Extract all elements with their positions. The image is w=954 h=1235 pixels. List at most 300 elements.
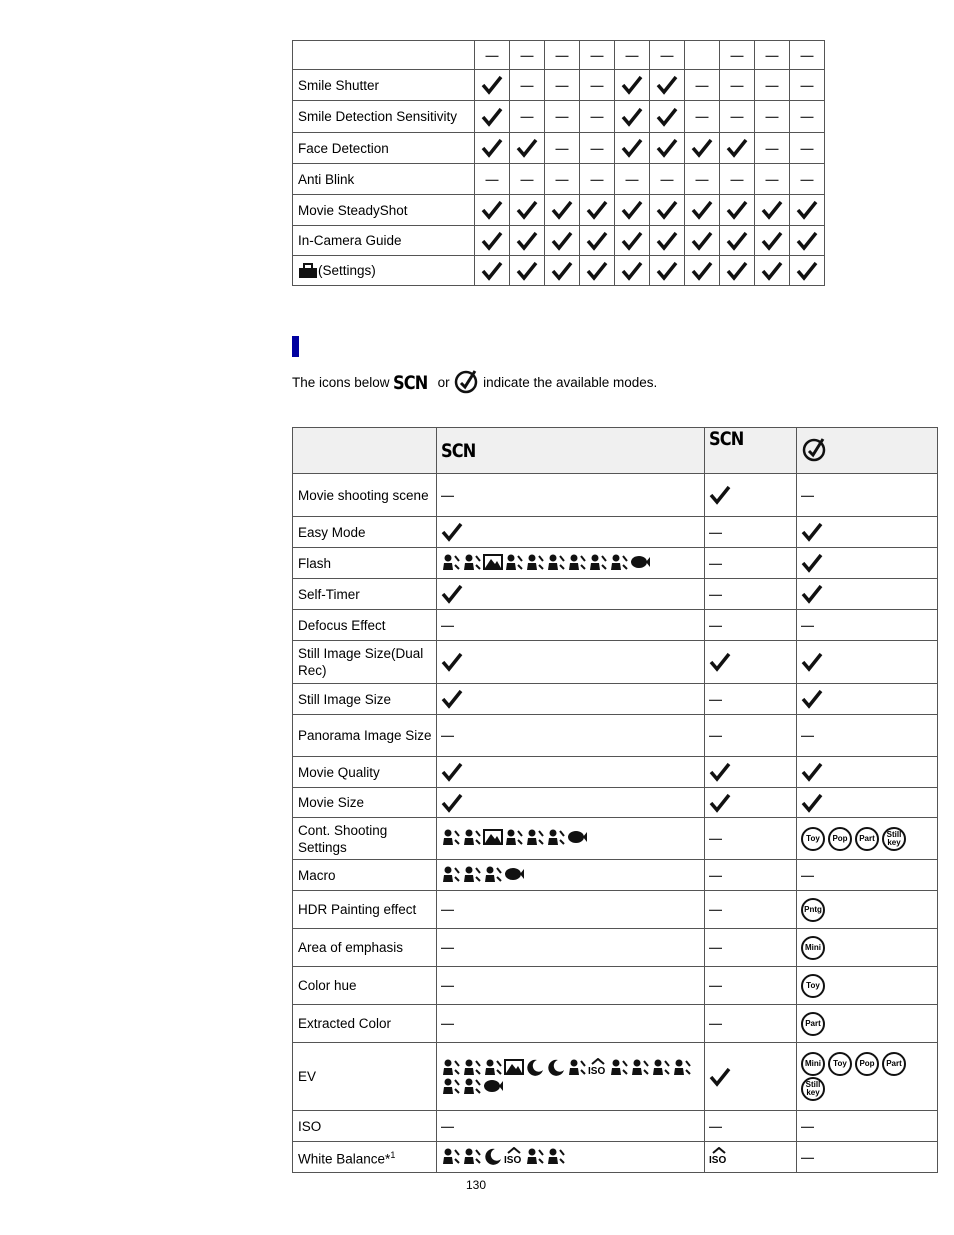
dash-icon: — <box>765 140 779 156</box>
backlight-portrait-icon <box>441 553 461 571</box>
availability-cell <box>705 610 797 641</box>
dash-icon: — <box>765 171 779 187</box>
availability-cell <box>650 164 685 195</box>
check-icon <box>796 261 818 281</box>
dash-icon: — <box>709 524 722 540</box>
dash-icon: — <box>590 171 604 187</box>
availability-cell <box>705 1005 797 1043</box>
dash-icon: — <box>555 47 569 63</box>
pet-icon <box>630 1058 650 1076</box>
row-label <box>293 1111 437 1142</box>
row-label-text: Self-Timer <box>298 586 360 602</box>
backlight-portrait-icon <box>441 1058 461 1076</box>
availability-cell <box>510 70 545 101</box>
pet-icon <box>483 865 503 883</box>
availability-cell <box>720 101 755 133</box>
dash-icon: — <box>660 47 674 63</box>
check-icon <box>796 231 818 251</box>
dash-icon: — <box>441 487 454 503</box>
header-scn <box>705 428 797 474</box>
check-icon <box>761 261 783 281</box>
availability-cell <box>755 133 790 164</box>
svg-text:ISO: ISO <box>504 1154 522 1165</box>
check-icon <box>691 261 713 281</box>
check-icon <box>621 231 643 251</box>
availability-cell <box>615 70 650 101</box>
dash-icon: — <box>709 902 722 917</box>
availability-cell <box>755 256 790 286</box>
scn-icon: SCN <box>393 371 428 394</box>
dash-icon: — <box>709 555 722 571</box>
availability-cell <box>437 641 705 684</box>
check-icon <box>621 200 643 220</box>
high-sensitivity-icon <box>504 1147 524 1165</box>
row-label-text: Smile Detection Sensitivity <box>298 109 458 124</box>
availability-cell <box>685 101 720 133</box>
check-icon <box>709 485 731 505</box>
check-icon <box>481 200 503 220</box>
table-row <box>293 1043 938 1111</box>
dash-icon: — <box>709 831 722 846</box>
dash-icon: — <box>801 1149 814 1165</box>
dash-icon: — <box>800 47 814 63</box>
pet-icon <box>546 1147 566 1165</box>
table-row <box>293 256 825 286</box>
picture-effect-part-icon: Part <box>855 827 879 851</box>
availability-cell <box>510 133 545 164</box>
check-icon <box>551 261 573 281</box>
picture-effect-icon <box>453 368 479 397</box>
gourmet-icon <box>462 865 482 883</box>
check-icon <box>801 689 823 709</box>
check-icon <box>441 522 463 542</box>
availability-cell <box>437 579 705 610</box>
intro-after: indicate the available modes. <box>483 375 658 390</box>
dash-icon: — <box>625 171 639 187</box>
availability-cell <box>510 195 545 226</box>
toolbox-icon <box>298 263 318 279</box>
dash-icon: — <box>801 617 814 633</box>
availability-cell <box>650 41 685 70</box>
availability-cell <box>705 715 797 757</box>
availability-cell <box>705 1142 797 1173</box>
availability-cell <box>705 548 797 579</box>
availability-cell <box>580 101 615 133</box>
availability-cell <box>475 101 510 133</box>
availability-cell <box>797 967 938 1005</box>
scene-icons <box>709 1147 729 1165</box>
availability-cell <box>790 226 825 256</box>
table-row <box>293 641 938 684</box>
row-label-text: HDR Painting effect <box>298 902 417 917</box>
header-picture-effect <box>797 428 938 474</box>
fireworks-icon <box>441 1077 461 1095</box>
picture-effect-still-key-icon: Still key <box>801 1077 825 1101</box>
gourmet-icon <box>525 1147 545 1165</box>
availability-cell <box>437 610 705 641</box>
check-icon <box>481 261 503 281</box>
night-scene-icon <box>483 1147 503 1165</box>
picture-effect-icon <box>801 436 827 462</box>
page-number: 130 <box>466 1178 487 1192</box>
availability-cell <box>797 1043 938 1111</box>
availability-cell <box>705 517 797 548</box>
landscape-icon <box>483 553 503 571</box>
availability-cell <box>437 757 705 788</box>
availability-cell <box>650 195 685 226</box>
availability-cell <box>685 70 720 101</box>
availability-cell <box>797 891 938 929</box>
availability-cell <box>797 684 938 715</box>
availability-cell <box>510 101 545 133</box>
row-label-text: Movie Size <box>298 795 365 810</box>
check-icon <box>709 762 731 782</box>
availability-cell <box>790 70 825 101</box>
scn-icon: SCN <box>709 428 744 450</box>
dash-icon: — <box>590 47 604 63</box>
availability-cell <box>705 788 797 818</box>
availability-cell <box>615 164 650 195</box>
dash-icon: — <box>800 171 814 187</box>
check-icon <box>691 138 713 158</box>
scene-icons <box>441 828 587 846</box>
dash-icon: — <box>441 1016 454 1031</box>
availability-cell <box>650 70 685 101</box>
check-icon <box>441 584 463 604</box>
availability-cell <box>650 133 685 164</box>
availability-cell <box>797 1111 938 1142</box>
high-sensitivity-icon <box>588 1058 608 1076</box>
dash-icon: — <box>709 978 722 993</box>
dash-icon: — <box>590 77 604 93</box>
availability-cell <box>437 1043 705 1111</box>
check-icon <box>656 231 678 251</box>
row-label-text: Area of emphasis <box>298 940 404 955</box>
dash-icon: — <box>800 109 814 124</box>
availability-cell <box>580 195 615 226</box>
scene-icons <box>441 865 524 883</box>
availability-cell <box>437 1142 705 1173</box>
availability-cell <box>437 548 705 579</box>
availability-cell <box>437 860 705 891</box>
availability-cell <box>615 226 650 256</box>
check-icon <box>621 261 643 281</box>
dash-icon: — <box>441 978 454 993</box>
check-icon <box>516 231 538 251</box>
underwater-icon <box>483 1077 503 1095</box>
scene-icons <box>441 1058 700 1095</box>
soft-snap-icon <box>462 828 482 846</box>
check-icon <box>801 652 823 672</box>
availability-cell <box>705 757 797 788</box>
availability-cell <box>580 226 615 256</box>
row-label-text: Anti Blink <box>298 171 355 187</box>
scene-icons <box>441 1147 566 1165</box>
availability-cell <box>580 70 615 101</box>
check-icon <box>656 261 678 281</box>
dash-icon: — <box>695 171 709 187</box>
availability-cell <box>797 641 938 684</box>
availability-cell <box>790 101 825 133</box>
availability-cell <box>797 517 938 548</box>
dash-icon: — <box>709 617 722 633</box>
dash-icon: — <box>555 109 569 124</box>
availability-table-2 <box>292 427 938 1173</box>
picture-effect-icons <box>801 1012 827 1036</box>
table-row <box>293 226 825 256</box>
dash-icon: — <box>709 867 722 883</box>
row-label-text: White Balance* <box>298 1151 391 1167</box>
availability-cell <box>545 70 580 101</box>
availability-cell <box>475 226 510 256</box>
availability-cell <box>475 41 510 70</box>
snow-icon <box>525 828 545 846</box>
availability-cell <box>790 256 825 286</box>
availability-cell <box>545 226 580 256</box>
table-row <box>293 788 938 818</box>
availability-cell <box>720 70 755 101</box>
dash-icon: — <box>441 728 454 743</box>
availability-cell <box>705 929 797 967</box>
row-label <box>293 70 475 101</box>
picture-effect-icons <box>801 1052 933 1101</box>
dash-icon: — <box>520 47 534 63</box>
picture-effect-toy-icon: Toy <box>828 1052 852 1076</box>
table-row <box>293 195 825 226</box>
check-icon <box>481 107 503 127</box>
table-row <box>293 715 938 757</box>
check-icon <box>656 75 678 95</box>
dash-icon: — <box>660 171 674 187</box>
row-label-text: Still Image Size <box>298 691 392 707</box>
dash-icon: — <box>801 867 814 883</box>
row-label-text: EV <box>298 1069 317 1084</box>
check-icon <box>621 138 643 158</box>
soft-snap-icon <box>462 553 482 571</box>
availability-cell <box>705 474 797 517</box>
availability-cell <box>580 41 615 70</box>
availability-cell <box>475 164 510 195</box>
check-icon <box>516 200 538 220</box>
table-row <box>293 684 938 715</box>
row-label-text: ISO <box>298 1118 322 1134</box>
dash-icon: — <box>709 1118 722 1134</box>
availability-cell <box>545 101 580 133</box>
dash-icon: — <box>709 586 722 602</box>
hand-held-twilight-icon <box>441 865 461 883</box>
check-icon <box>709 1067 731 1087</box>
availability-cell <box>615 133 650 164</box>
table-row <box>293 1005 938 1043</box>
availability-cell <box>580 256 615 286</box>
picture-effect-pop-icon: Pop <box>855 1052 879 1076</box>
row-label <box>293 929 437 967</box>
header-empty <box>293 428 437 474</box>
sports-icon <box>462 1077 482 1095</box>
backlight-portrait-icon <box>441 828 461 846</box>
high-sensitivity-icon <box>709 1147 729 1165</box>
row-label-text: Color hue <box>298 978 357 993</box>
availability-cell <box>437 1111 705 1142</box>
check-icon <box>516 261 538 281</box>
dash-icon: — <box>730 77 744 93</box>
picture-effect-pop-icon: Pop <box>828 827 852 851</box>
dash-icon: — <box>709 691 722 707</box>
picture-effect-toy-icon: Toy <box>801 974 825 998</box>
table-row <box>293 929 938 967</box>
availability-cell <box>580 133 615 164</box>
section-accent-bar <box>292 336 299 357</box>
row-label <box>293 474 437 517</box>
check-icon <box>481 138 503 158</box>
availability-cell <box>720 133 755 164</box>
dash-icon: — <box>485 47 499 63</box>
row-label <box>293 818 437 860</box>
anti-motion-blur-icon <box>441 1147 461 1165</box>
check-icon <box>516 138 538 158</box>
row-label <box>293 967 437 1005</box>
picture-effect-pntg-icon: Pntg <box>801 898 825 922</box>
availability-cell <box>720 226 755 256</box>
picture-effect-mini-icon: Mini <box>801 936 825 960</box>
dash-icon: — <box>800 77 814 93</box>
dash-icon: — <box>441 902 454 917</box>
availability-cell <box>685 164 720 195</box>
row-label <box>293 641 437 684</box>
dash-icon: — <box>765 47 779 63</box>
availability-cell <box>755 70 790 101</box>
table-row <box>293 474 938 517</box>
picture-effect-toy-icon: Toy <box>801 827 825 851</box>
availability-cell <box>705 967 797 1005</box>
availability-cell <box>510 226 545 256</box>
availability-cell <box>705 818 797 860</box>
header-scn <box>437 428 705 474</box>
row-label <box>293 195 475 226</box>
check-icon <box>726 200 748 220</box>
underwater-icon <box>504 865 524 883</box>
availability-cell <box>797 610 938 641</box>
row-label <box>293 610 437 641</box>
availability-cell <box>437 967 705 1005</box>
availability-cell <box>790 41 825 70</box>
check-icon <box>761 200 783 220</box>
check-icon <box>709 652 731 672</box>
row-label-text: Smile Shutter <box>298 77 380 93</box>
dash-icon: — <box>709 1016 722 1031</box>
availability-cell <box>437 684 705 715</box>
availability-cell <box>685 195 720 226</box>
availability-cell <box>475 70 510 101</box>
dash-icon: — <box>441 617 454 633</box>
picture-effect-part-icon: Part <box>882 1052 906 1076</box>
availability-cell <box>615 256 650 286</box>
footnote-marker: 1 <box>390 1149 396 1160</box>
dash-icon: — <box>709 940 722 955</box>
hand-held-twilight-icon <box>504 553 524 571</box>
dash-icon: — <box>695 109 709 124</box>
row-label-text: Panorama Image Size <box>298 728 432 743</box>
dash-icon: — <box>485 171 499 187</box>
availability-cell <box>705 684 797 715</box>
dash-icon: — <box>590 140 604 156</box>
dash-icon: — <box>520 171 534 187</box>
availability-cell <box>437 517 705 548</box>
availability-cell <box>705 579 797 610</box>
table-row <box>293 70 825 101</box>
availability-cell <box>510 256 545 286</box>
check-icon <box>551 231 573 251</box>
availability-cell <box>510 41 545 70</box>
soft-snap-icon <box>462 1058 482 1076</box>
availability-cell <box>797 860 938 891</box>
check-icon <box>726 231 748 251</box>
dash-icon: — <box>625 47 639 63</box>
check-icon <box>726 138 748 158</box>
availability-cell <box>437 891 705 929</box>
availability-cell <box>545 164 580 195</box>
availability-cell <box>475 195 510 226</box>
beach-icon <box>504 828 524 846</box>
row-label-text: Movie SteadyShot <box>298 202 408 218</box>
hand-held-twilight-icon <box>567 1058 587 1076</box>
dash-icon: — <box>555 140 569 156</box>
availability-cell <box>437 818 705 860</box>
beach-icon <box>567 553 587 571</box>
table-row <box>293 164 825 195</box>
table-row <box>293 41 825 70</box>
picture-effect-icons <box>801 936 827 960</box>
availability-cell <box>705 1043 797 1111</box>
table-row <box>293 610 938 641</box>
dash-icon: — <box>730 109 744 124</box>
dash-icon: — <box>801 487 814 503</box>
table-row <box>293 967 938 1005</box>
row-label <box>293 1142 437 1173</box>
availability-cell <box>545 256 580 286</box>
picture-effect-icons <box>801 898 827 922</box>
row-label <box>293 164 475 195</box>
dash-icon: — <box>801 728 814 743</box>
row-label-text: Cont. Shooting Settings <box>298 822 388 855</box>
row-label <box>293 41 475 70</box>
landscape-icon <box>504 1058 524 1076</box>
availability-cell <box>685 41 720 70</box>
table-row <box>293 1142 938 1173</box>
availability-cell <box>797 474 938 517</box>
snow-icon <box>588 553 608 571</box>
availability-cell <box>720 164 755 195</box>
availability-cell <box>790 133 825 164</box>
availability-cell <box>797 929 938 967</box>
snow-icon <box>672 1058 692 1076</box>
scn-icon: SCN <box>441 439 476 462</box>
beach-icon <box>651 1058 671 1076</box>
check-icon <box>726 261 748 281</box>
dash-icon: — <box>765 77 779 93</box>
dash-icon: — <box>695 77 709 93</box>
row-label-text: In-Camera Guide <box>298 233 402 248</box>
underwater-icon <box>567 828 587 846</box>
fireworks-icon <box>609 553 629 571</box>
pet-icon <box>546 553 566 571</box>
night-scene-icon <box>546 1058 566 1076</box>
availability-cell <box>705 1111 797 1142</box>
header-row <box>293 428 938 474</box>
table-row <box>293 133 825 164</box>
availability-cell <box>720 256 755 286</box>
check-icon <box>801 762 823 782</box>
